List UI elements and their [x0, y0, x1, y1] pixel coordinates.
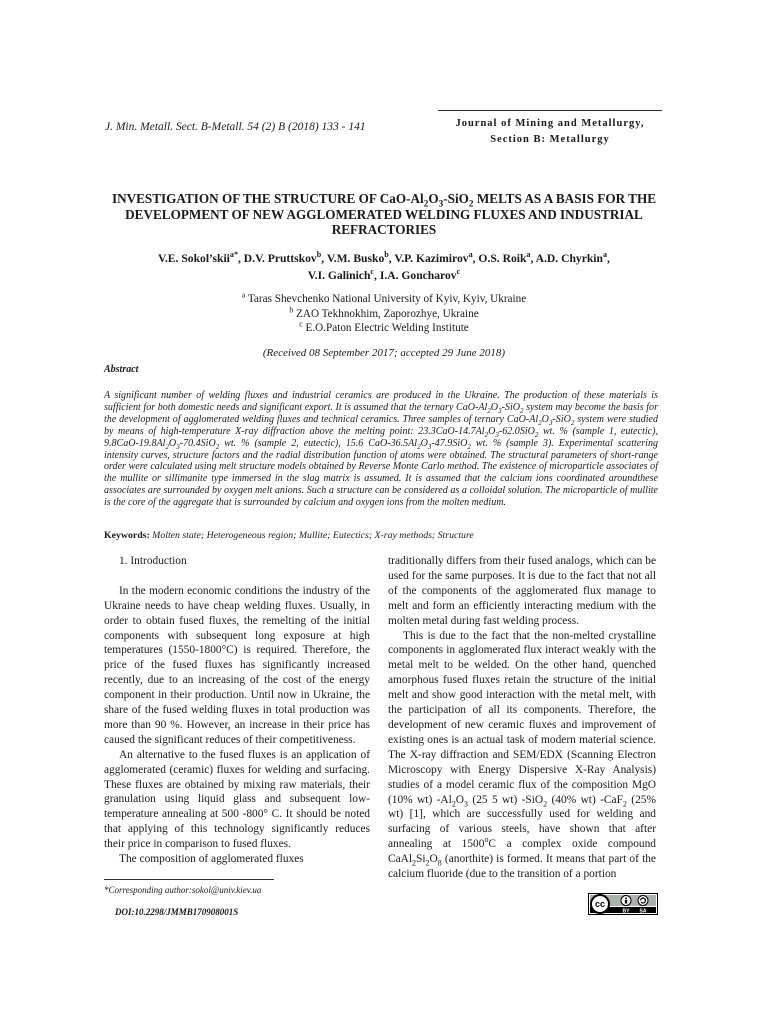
journal-citation: J. Min. Metall. Sect. B-Metall. 54 (2) B (2018) 133 - 141 [105, 121, 366, 133]
author-list: V.E. Sokol’skii$^{a*}$, D.V. Pruttskov$^b$, V.M. Busko$^b$, V.P. Kazimirov$^a$, O.S. Roik$^a$, A.D. Chyrkin$^a$, V.I. Galinich$^c$, I.A. Goncharov$^c$ [158, 250, 610, 282]
keywords [104, 530, 658, 541]
paragraph: An alternative to the fused fluxes is an application of agglomerated (ceramic) fluxes for welding and surfacing. These fluxes are obtained by mixing raw materials, their granulation using liquid glass and subsequent low-temperature annealing at 500 -800° C. It should be noted that applying of this technology significantly reduces their price in comparison to fused fluxes. [104, 748, 370, 851]
paper-title: INVESTIGATION OF THE STRUCTURE OF CaO-$Al_2O_3-SiO_2$ MELTS AS A BASIS FOR THE DEVELOPMENT OF NEW AGGLOMERATED WELDING FLUXES AND INDUSTRIAL REFRACTORIES [111, 191, 657, 237]
paragraph: In the modern economic conditions the industry of the Ukraine needs to have cheap welding fluxes. Usually, in order to obtain fused fluxes, the remelting of the initial components with subsequent long exposure at high temperatures (1550-1800°C) is required. Therefore, the price of the fused fluxes has significantly increased recently, due to an increasing of the cost of the energy component in their production. Until now in Ukraine, the share of the fused welding fluxes in total production was more than 90 %. However, an increase in their price has caused the significant reduces of their competitiveness. [104, 584, 370, 746]
affiliations [120, 292, 648, 336]
section-heading-introduction: 1. Introduction [119, 555, 187, 567]
keywords-label: Keywords: [104, 530, 150, 541]
doi: DOI:10.2298/JMMB170908001S [115, 907, 239, 917]
left-column [104, 554, 370, 867]
received-dates: (Received 08 September 2017; accepted 29 June 2018) [262, 347, 506, 359]
journal-name-line1: Journal of Mining and Metallurgy, [455, 118, 645, 129]
paragraph: The composition of agglomerated fluxes [119, 853, 304, 866]
paragraph: This is due to the fact that the non-melted crystalline components in agglomerated flux interact weakly with the metal melt to be welded. On the other hand, quenched amorphous fused fluxes retain the structure of the initial melt and show good interaction with the metal melt, with the participation of all its components. Therefore, the development of new ceramic fluxes and improvement of existing ones is an actual task of modern material science. The X-ray diffraction and SEM/EDX (Scanning Electron Microscopy with Energy Dispersive X-Ray Analysis) studies of a model ceramic flux of the composition MgO (10% wt) $-Al_2O_3$ (25 5 wt) -SiO$_2$ (40% wt) -CaF$_2$ (25% wt) [1], which are successfully used for welding and surfacing of various steels, have shown that after annealing at 1500$^o$C a complex oxide compound $CaAl_2Si_2O_8$ (anorthite) is formed. It means that part of the calcium fluoride (due to the transition of a portion [388, 629, 656, 881]
by-label: BY [622, 908, 630, 915]
cc-by-sa-license-icon [588, 893, 658, 915]
journal-name-box [438, 110, 662, 148]
affiliation-a: $^a$ Taras Shevchenko National University of Kyiv, Kyiv, Ukraine [241, 290, 527, 305]
abstract-heading: Abstract [104, 364, 139, 375]
right-column [388, 554, 656, 882]
journal-name-line2: Section B: Metallurgy [490, 134, 610, 145]
keywords-list: Molten state; Heterogeneous region; Mullite; Eutectics; X-ray methods; Structure [149, 530, 474, 541]
corresponding-author-footnote: *Corresponding author:sokol@univ.kiev.ua [104, 885, 262, 895]
footnote-divider [104, 879, 274, 880]
paragraph: traditionally differs from their fused analogs, which can be used for the same purposes. It is due to the fact that not all of the components of the agglomerated flux manage to melt and form an efficiently interacting medium with the molten metal during fast welding process. [388, 555, 656, 627]
affiliation-b: $^b$ ZAO Tekhnokhim, Zaporozhye, Ukraine [289, 304, 479, 320]
cc-label: cc [594, 899, 606, 909]
abstract-text: A significant number of welding fluxes and industrial ceramics are produced in the Ukraine. The production of these materials is sufficient for both domestic needs and significant export. It is assumed that the ternary CaO-$Al_2O_3-SiO_2$ system may become the basis for the development of agglomerated welding fluxes and technical ceramics. Three samples of ternary CaO-$Al_2O_3-SiO_2$ system were studied by means of high-temperature X-ray diffraction above the melting point: $23.3CaO-14.7Al_2O_3-62.0SiO_2$ wt. % (sample 1, eutectic), $9.8CaO-19.8Al_2O_3-70.4SiO_2$ wt. % (sample 2, eutectic), 15.6 CaO-$36.5Al_2O_3-47.9SiO_2$ wt. % (sample 3). Experimental scattering intensity curves, structure factors and the radial distribution function of atoms were obtained. The structural parameters of short-range order were calculated using melt structure models obtained by Reverse Monte Carlo method. The existence of microparticle associates of the mullite or sillimanite type immersed in the slag matrix is assumed. It is assumed that the calcium ions coordinated aroundthese associates are surrounded by oxygen melt anions. Such a structure can be considered as a colloidal solution. The microparticle of mullite is the core of the aggregate that is surrounded by calcium and oxygen ions from the molten medium. [104, 390, 659, 509]
affiliation-c: $^c$ E.O.Paton Electric Welding Institute [299, 319, 469, 334]
sa-label: SA [639, 908, 647, 915]
